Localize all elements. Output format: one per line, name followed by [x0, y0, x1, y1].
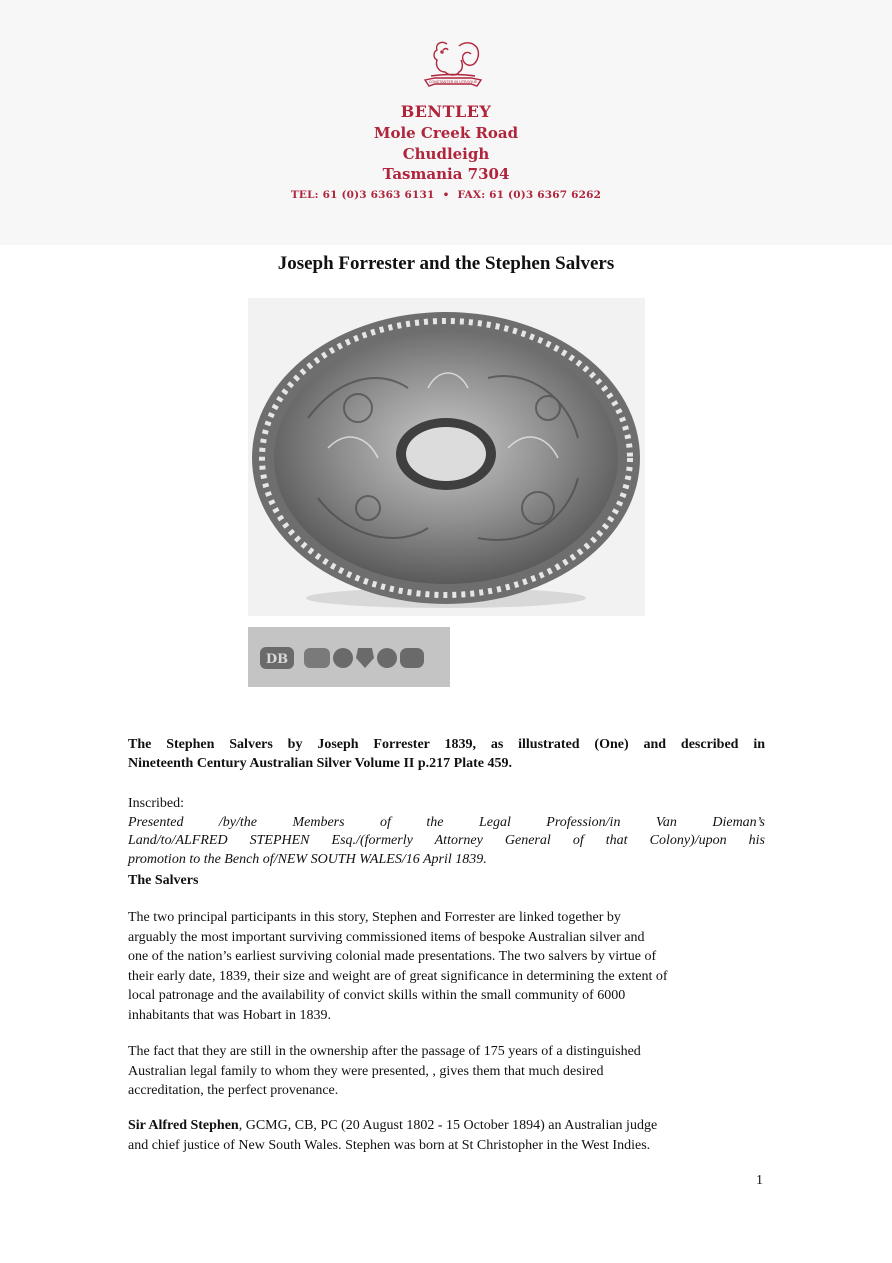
paragraph-provenance [128, 1042, 765, 1101]
squirrel-crest-logo [413, 36, 493, 100]
paragraph-line: The two principal participants in this story, Stephen and Forrester are linked together by [128, 910, 621, 925]
paragraph-line: their early date, 1839, their size and weight are of great significance in determining the extent of [128, 968, 668, 984]
paragraph-line: one of the nation’s earliest surviving colonial made presentations. The two salvers by virtue of [128, 949, 657, 964]
inscription-text: Land/to/ALFRED STEPHEN Esq./(formerly Attorney General of that Colony)/upon his [128, 833, 765, 848]
bullet-separator: • [442, 189, 450, 201]
paragraph-salvers [128, 908, 765, 1025]
caption-line: Nineteenth Century Australian Silver Volume II p.217 Plate 459. [128, 755, 512, 771]
fax: FAX: 61 (0)3 6367 6262 [457, 189, 602, 201]
telephone: TEL: 61 (0)3 6363 6131 [290, 189, 435, 201]
address-line-1: Mole Creek Road [373, 124, 519, 142]
company-name: BENTLEY [400, 102, 492, 121]
address-line-2: Chudleigh [402, 145, 490, 163]
salver-photograph [248, 298, 645, 616]
caption-line: The Stephen Salvers by Joseph Forrester 1839, as illustrated (One) and described in [128, 737, 765, 752]
inscription-text: Presented /by/the Members of the Legal Profession/in Van Dieman’s [128, 814, 765, 830]
page-title: Joseph Forrester and the Stephen Salvers [277, 253, 615, 274]
inscribed-label: Inscribed: [128, 796, 184, 811]
paragraph-line: Australian legal family to whom they were presented, , gives them that much desired [128, 1063, 604, 1079]
contact-line [0, 189, 892, 201]
address-line-3: Tasmania 7304 [382, 165, 510, 183]
paragraph-line: inhabitants that was Hobart in 1839. [128, 1007, 331, 1023]
paragraph-line: , GCMG, CB, PC (20 August 1802 - 15 October 1894) an Australian judge [238, 1118, 658, 1133]
paragraph-line: arguably the most important surviving commissioned items of bespoke Australian silver and [128, 929, 645, 945]
section-heading: The Salvers [128, 873, 199, 888]
paragraph-alfred-stephen [128, 1116, 765, 1155]
inscription-text: promotion to the Bench of/NEW SOUTH WALES/16 April 1839. [128, 851, 487, 867]
inscription [128, 795, 765, 869]
hallmark-photograph [248, 627, 450, 687]
paragraph-line: The fact that they are still in the ownership after the passage of 175 years of a distinguished [128, 1044, 641, 1059]
paragraph-line: local patronage and the availability of convict skills within the small community of 6000 [128, 988, 626, 1003]
person-name: Sir Alfred Stephen [128, 1118, 239, 1133]
paragraph-line: accreditation, the perfect provenance. [128, 1083, 339, 1098]
svg-text:DB: DB [265, 652, 289, 667]
page-number: 1 [756, 1173, 763, 1188]
letterhead [0, 0, 892, 245]
paragraph-line: and chief justice of New South Wales. Stephen was born at St Christopher in the West Indies. [128, 1137, 651, 1153]
svg-text:CONSTANTER IN UTROQUE: CONSTANTER IN UTROQUE [428, 80, 478, 84]
salver-caption [128, 736, 765, 773]
